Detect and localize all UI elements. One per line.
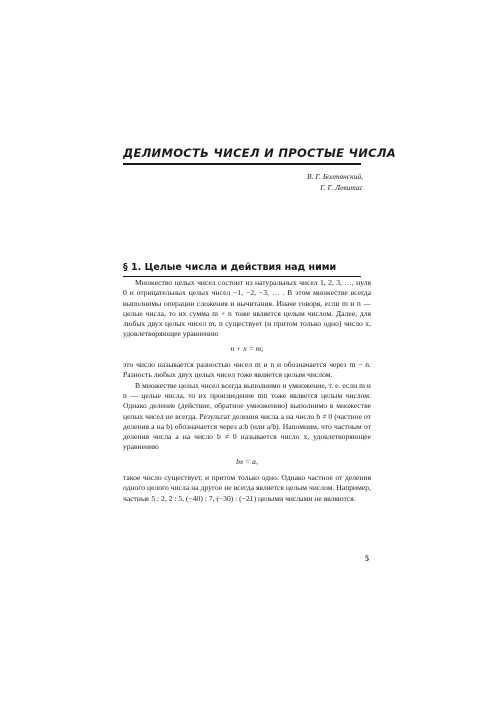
formula-2: bx = a, <box>236 456 258 466</box>
chapter-title: ДЕЛИМОСТЬ ЧИСЕЛ И ПРОСТЫЕ ЧИСЛА <box>123 146 396 160</box>
paragraph-4: такое число существует, и притом только одно. Однако частное от деления одного целого числа на другое не всегда является целым числом. Например, частные 5 : 2, 2 : 5, (−40) : 7, (−30) : (−21) целыми числами не являются. <box>123 473 371 503</box>
authors <box>307 171 363 193</box>
formula-1: n + x = m; <box>230 343 264 353</box>
author-2: Г. Г. Левитас <box>320 183 363 192</box>
paragraph-1: Множество целых чисел состоит из натуральных чисел 1, 2, 3, …, нуля 0 и отрицательных целых чисел −1, −2, −3, … . В этом множестве всегда выполнимы операции сложения и вычитания. Иначе говоря, если m и n — целые числа, то их сумма m + n тоже является целым числом. Далее, для любых двух целых чисел m, n существует (и притом только одно) число x, удовлетворяющее уравнению <box>123 278 371 339</box>
section-rule <box>123 276 361 277</box>
paragraph-2: это число называется разностью чисел m и n и обозначается через m − n. Разность любых двух целых чисел тоже является целым числом. <box>123 360 371 380</box>
title-rule <box>123 163 361 165</box>
page-number: 5 <box>365 554 369 563</box>
body-text <box>123 278 371 504</box>
section-heading: § 1. Целые числа и действия над ними <box>123 262 337 273</box>
author-1: В. Г. Болтянский, <box>307 172 363 181</box>
paragraph-3: В множестве целых чисел всегда выполнимо и умножение, т. е. если m и n — целые числа, то их произведение mn тоже является целым числом. Однако деление (действие, обратное умножению) выполнимо в множестве целых чисел не всегда. Результат деления числа a на число b ≠ 0 (частное от деления a на b) обозначается через a:b (или a/b). Напомним, что частным от деления числа a на число b ≠ 0 называется число x, удовлетворяющее уравнению <box>123 380 371 452</box>
